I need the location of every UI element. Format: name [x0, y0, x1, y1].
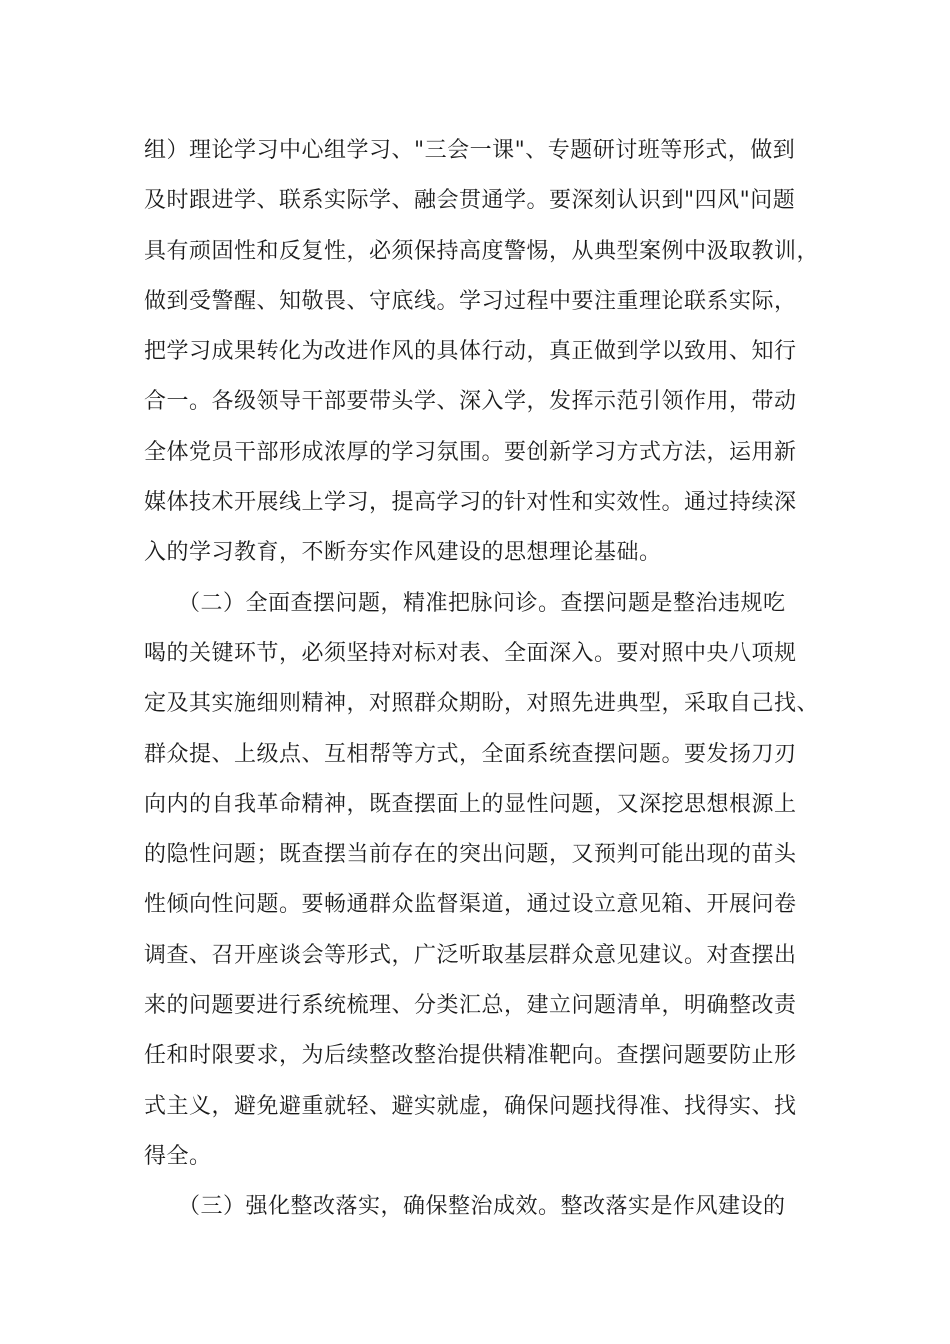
text-line: 调查、召开座谈会等形式，广泛听取基层群众意见建议。对查摆出	[144, 942, 797, 968]
text-line: 定及其实施细则精神，对照群众期盼，对照先进典型，采取自己找、	[144, 691, 820, 717]
text-line: 及时跟进学、联系实际学、融会贯通学。要深刻认识到"四风"问题	[144, 188, 796, 214]
text-line: 全体党员干部形成浓厚的学习氛围。要创新学习方式方法，运用新	[144, 439, 797, 465]
text-line: 做到受警醒、知敬畏、守底线。学习过程中要注重理论联系实际，	[144, 288, 797, 314]
text-line: 向内的自我革命精神，既查摆面上的显性问题，又深挖思想根源上	[144, 791, 797, 817]
text-line: 入的学习教育，不断夯实作风建设的思想理论基础。	[144, 540, 662, 566]
text-line: 组）理论学习中心组学习、"三会一课"、专题研讨班等形式，做到	[144, 138, 796, 163]
text-line: 任和时限要求，为后续整改整治提供精准靶向。查摆问题要防止形	[144, 1043, 797, 1069]
text-line: 得全。	[144, 1143, 212, 1169]
text-line: 式主义，避免避重就轻、避实就虚，确保问题找得准、找得实、找	[144, 1093, 797, 1119]
text-line: 性倾向性问题。要畅通群众监督渠道，通过设立意见箱、开展问卷	[144, 892, 797, 918]
text-line: 把学习成果转化为改进作风的具体行动，真正做到学以致用、知行	[144, 339, 797, 365]
text-line: 媒体技术开展线上学习，提高学习的针对性和实效性。通过持续深	[144, 490, 797, 516]
section-heading-line: （二）全面查摆问题，精准把脉问诊。查摆问题是整治违规吃	[144, 590, 786, 616]
text-line: 合一。各级领导干部要带头学、深入学，发挥示范引领作用，带动	[144, 389, 797, 415]
text-line: 来的问题要进行系统梳理、分类汇总，建立问题清单，明确整改责	[144, 993, 797, 1019]
text-line: 的隐性问题；既查摆当前存在的突出问题，又预判可能出现的苗头	[144, 842, 797, 868]
body-text	[144, 126, 834, 1233]
section-heading-line: （三）强化整改落实，确保整治成效。整改落实是作风建设的	[144, 1194, 786, 1220]
text-line: 喝的关键环节，必须坚持对标对表、全面深入。要对照中央八项规	[144, 640, 797, 666]
text-line: 具有顽固性和反复性，必须保持高度警惕，从典型案例中汲取教训，	[144, 238, 820, 264]
text-line: 群众提、上级点、互相帮等方式，全面系统查摆问题。要发扬刀刃	[144, 741, 797, 767]
